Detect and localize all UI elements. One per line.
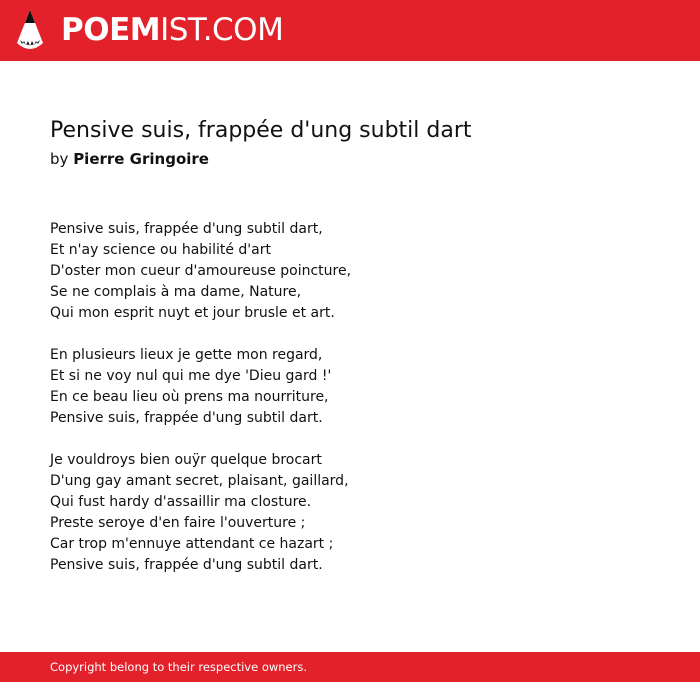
poem-line: Pensive suis, frappée d'ung subtil dart.	[50, 410, 323, 426]
stanza-3	[50, 450, 351, 576]
poem-line: Se ne complais à ma dame, Nature,	[50, 284, 302, 300]
poem-author: Pierre Gringoire	[73, 150, 209, 168]
logo-light-text: IST.COM	[160, 12, 284, 48]
pencil-tip-icon	[17, 10, 43, 52]
poem-line: Preste seroye d'en faire l'ouverture ;	[50, 515, 306, 531]
poem-line: Et n'ay science ou habilité d'art	[50, 242, 271, 258]
poem-line: Pensive suis, frappée d'ung subtil dart,	[50, 221, 323, 237]
site-logo[interactable]	[61, 10, 283, 50]
poem-line: Car trop m'ennuye attendant ce hazart ;	[50, 536, 334, 552]
logo-bold-text: POEM	[61, 12, 161, 48]
poem-line: Et si ne voy nul qui me dye 'Dieu gard !'	[50, 368, 332, 384]
poem-byline	[50, 149, 209, 169]
copyright-text: Copyright belong to their respective owners.	[50, 660, 308, 674]
stanza-1	[50, 219, 351, 324]
poem-line: Je vouldroys bien ouÿr quelque brocart	[50, 452, 322, 468]
poem-line: Qui fust hardy d'assaillir ma closture.	[50, 494, 312, 510]
stanza-2	[50, 345, 351, 429]
by-label: by	[50, 150, 69, 168]
site-footer	[0, 652, 700, 682]
poem-line: Pensive suis, frappée d'ung subtil dart.	[50, 557, 323, 573]
poem-title: Pensive suis, frappée d'ung subtil dart	[50, 118, 472, 143]
poem-body	[50, 219, 351, 597]
site-header	[0, 0, 700, 61]
poem-line: En plusieurs lieux je gette mon regard,	[50, 347, 323, 363]
poem-line: D'ung gay amant secret, plaisant, gaillard,	[50, 473, 349, 489]
poem-line: D'oster mon cueur d'amoureuse poincture,	[50, 263, 352, 279]
poem-line: Qui mon esprit nuyt et jour brusle et art.	[50, 305, 335, 321]
poem-line: En ce beau lieu où prens ma nourriture,	[50, 389, 329, 405]
